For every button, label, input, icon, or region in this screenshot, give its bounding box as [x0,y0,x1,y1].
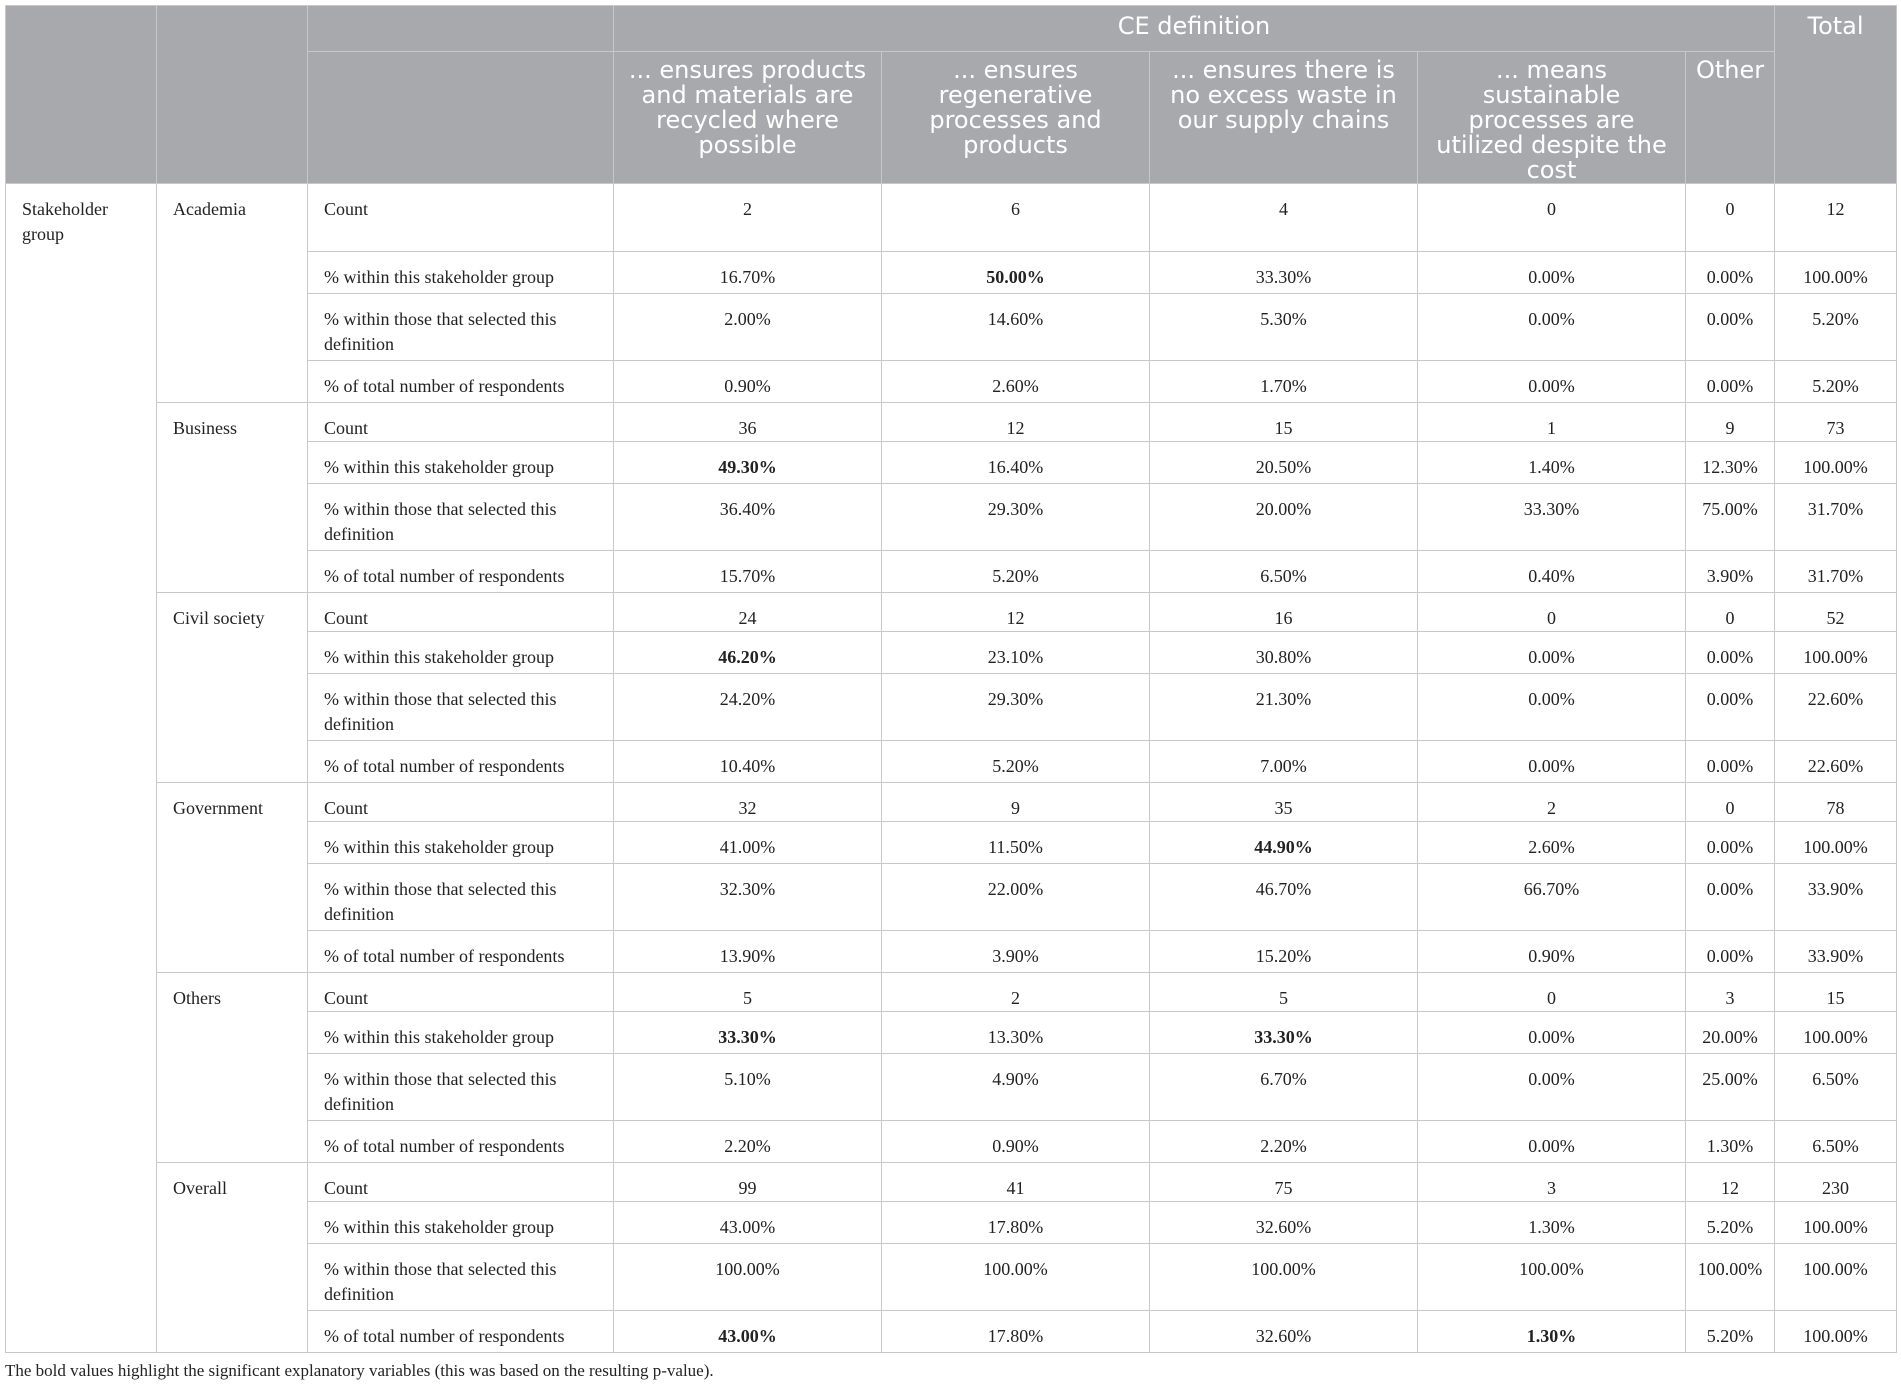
value-cell: 0.00% [1418,741,1686,783]
header-total: Total [1775,6,1897,184]
value-cell: 30.80% [1150,632,1418,674]
value-cell: 24 [614,593,882,632]
value-cell: 21.30% [1150,674,1418,741]
value-cell: 9 [882,783,1150,822]
measure-label: % within this stakeholder group [308,632,614,674]
measure-label: % within this stakeholder group [308,1012,614,1054]
value-cell: 0.00% [1686,294,1775,361]
value-cell: 99 [614,1163,882,1202]
value-cell: 22.60% [1775,741,1897,783]
measure-label: % within this stakeholder group [308,822,614,864]
header-col-recycled: ... ensures products and materials are recycled where possible [614,52,882,184]
value-cell: 6.70% [1150,1054,1418,1121]
value-cell: 0.00% [1418,252,1686,294]
value-cell: 100.00% [1150,1244,1418,1311]
measure-label: Count [308,403,614,442]
value-cell: 2.60% [1418,822,1686,864]
value-cell: 0 [1686,593,1775,632]
value-cell: 3 [1686,973,1775,1012]
value-cell: 44.90% [1150,822,1418,864]
measure-label: % within those that selected this definition [308,484,614,551]
measure-label: % of total number of respondents [308,1311,614,1353]
value-cell: 32.60% [1150,1202,1418,1244]
value-cell: 20.00% [1686,1012,1775,1054]
value-cell: 2 [614,184,882,252]
value-cell: 5.20% [1775,294,1897,361]
row-group-label: Stakeholder group [6,184,157,1353]
value-cell: 0.00% [1686,931,1775,973]
value-cell: 2.20% [1150,1121,1418,1163]
measure-label: % within those that selected this definition [308,1244,614,1311]
value-cell: 0.40% [1418,551,1686,593]
measure-label: % within this stakeholder group [308,1202,614,1244]
value-cell: 15.70% [614,551,882,593]
measure-label: % of total number of respondents [308,741,614,783]
value-cell: 100.00% [1775,1012,1897,1054]
value-cell: 11.50% [882,822,1150,864]
value-cell: 100.00% [1775,442,1897,484]
header-col-regenerative: ... ensures regenerative processes and products [882,52,1150,184]
table-footnote: The bold values highlight the significant explanatory variables (this was based on the resulting p-value). [5,1361,714,1380]
value-cell: 0 [1418,973,1686,1012]
stakeholder-name: Overall [157,1163,308,1353]
value-cell: 49.30% [614,442,882,484]
value-cell: 33.30% [1150,1012,1418,1054]
value-cell: 52 [1775,593,1897,632]
value-cell: 0.90% [614,361,882,403]
measure-label: % of total number of respondents [308,1121,614,1163]
value-cell: 43.00% [614,1311,882,1353]
value-cell: 3.90% [882,931,1150,973]
value-cell: 100.00% [1775,632,1897,674]
value-cell: 15 [1775,973,1897,1012]
value-cell: 6.50% [1775,1121,1897,1163]
value-cell: 22.00% [882,864,1150,931]
value-cell: 1.30% [1418,1311,1686,1353]
value-cell: 5.20% [882,551,1150,593]
value-cell: 5.20% [1686,1202,1775,1244]
value-cell: 46.70% [1150,864,1418,931]
value-cell: 0.00% [1686,864,1775,931]
table-container [5,5,1896,1381]
value-cell: 75 [1150,1163,1418,1202]
value-cell: 100.00% [1686,1244,1775,1311]
stakeholder-name: Civil society [157,593,308,783]
table-body [6,184,1897,1353]
value-cell: 16 [1150,593,1418,632]
value-cell: 6.50% [1150,551,1418,593]
value-cell: 32 [614,783,882,822]
table-row [6,783,1897,822]
measure-label: Count [308,783,614,822]
value-cell: 0.00% [1418,632,1686,674]
measure-label: Count [308,1163,614,1202]
value-cell: 2 [882,973,1150,1012]
value-cell: 50.00% [882,252,1150,294]
value-cell: 32.60% [1150,1311,1418,1353]
value-cell: 24.20% [614,674,882,741]
measure-label: % of total number of respondents [308,551,614,593]
value-cell: 230 [1775,1163,1897,1202]
value-cell: 0 [1418,593,1686,632]
measure-label: % within those that selected this definition [308,294,614,361]
value-cell: 100.00% [1775,1244,1897,1311]
value-cell: 0.00% [1686,361,1775,403]
stakeholder-name: Academia [157,184,308,403]
value-cell: 20.00% [1150,484,1418,551]
value-cell: 0.00% [1686,632,1775,674]
value-cell: 31.70% [1775,551,1897,593]
value-cell: 0.00% [1418,294,1686,361]
value-cell: 31.70% [1775,484,1897,551]
value-cell: 22.60% [1775,674,1897,741]
value-cell: 17.80% [882,1311,1150,1353]
value-cell: 41 [882,1163,1150,1202]
header-group-title: CE definition [614,6,1775,52]
value-cell: 1.30% [1418,1202,1686,1244]
value-cell: 66.70% [1418,864,1686,931]
value-cell: 0.90% [882,1121,1150,1163]
value-cell: 33.30% [614,1012,882,1054]
value-cell: 5.10% [614,1054,882,1121]
value-cell: 23.10% [882,632,1150,674]
value-cell: 12.30% [1686,442,1775,484]
value-cell: 5 [614,973,882,1012]
value-cell: 0.00% [1418,1121,1686,1163]
measure-label: % within those that selected this definition [308,864,614,931]
measure-label: Count [308,184,614,252]
stakeholder-name: Business [157,403,308,593]
value-cell: 5 [1150,973,1418,1012]
value-cell: 75.00% [1686,484,1775,551]
value-cell: 100.00% [1418,1244,1686,1311]
header-blank-3 [308,6,614,52]
value-cell: 3.90% [1686,551,1775,593]
value-cell: 1.70% [1150,361,1418,403]
value-cell: 0 [1686,783,1775,822]
header-col-other: Other [1686,52,1775,184]
table-row [6,403,1897,442]
value-cell: 1.30% [1686,1121,1775,1163]
stakeholder-name: Others [157,973,308,1163]
value-cell: 4 [1150,184,1418,252]
value-cell: 5.20% [882,741,1150,783]
table-header [6,6,1897,184]
value-cell: 25.00% [1686,1054,1775,1121]
value-cell: 12 [1775,184,1897,252]
value-cell: 100.00% [1775,252,1897,294]
measure-label: % within those that selected this definition [308,674,614,741]
value-cell: 5.30% [1150,294,1418,361]
measure-label: % within this stakeholder group [308,442,614,484]
value-cell: 3 [1418,1163,1686,1202]
value-cell: 2.60% [882,361,1150,403]
value-cell: 0 [1418,184,1686,252]
table-row [6,973,1897,1012]
value-cell: 100.00% [1775,1202,1897,1244]
table-row [6,1163,1897,1202]
value-cell: 0 [1686,184,1775,252]
table-row [6,593,1897,632]
value-cell: 16.40% [882,442,1150,484]
value-cell: 0.90% [1418,931,1686,973]
value-cell: 33.90% [1775,864,1897,931]
value-cell: 17.80% [882,1202,1150,1244]
value-cell: 36 [614,403,882,442]
value-cell: 13.90% [614,931,882,973]
value-cell: 15.20% [1150,931,1418,973]
value-cell: 1.40% [1418,442,1686,484]
value-cell: 20.50% [1150,442,1418,484]
value-cell: 100.00% [1775,822,1897,864]
value-cell: 33.30% [1418,484,1686,551]
value-cell: 43.00% [614,1202,882,1244]
value-cell: 35 [1150,783,1418,822]
value-cell: 6.50% [1775,1054,1897,1121]
value-cell: 0.00% [1686,741,1775,783]
value-cell: 0.00% [1418,1054,1686,1121]
value-cell: 12 [882,593,1150,632]
measure-label: % within those that selected this definition [308,1054,614,1121]
value-cell: 33.90% [1775,931,1897,973]
measure-label: Count [308,593,614,632]
value-cell: 100.00% [614,1244,882,1311]
value-cell: 5.20% [1686,1311,1775,1353]
measure-label: % of total number of respondents [308,361,614,403]
value-cell: 2.20% [614,1121,882,1163]
value-cell: 0.00% [1418,361,1686,403]
value-cell: 13.30% [882,1012,1150,1054]
value-cell: 7.00% [1150,741,1418,783]
value-cell: 29.30% [882,484,1150,551]
value-cell: 10.40% [614,741,882,783]
value-cell: 1 [1418,403,1686,442]
value-cell: 0.00% [1686,252,1775,294]
stakeholder-name: Government [157,783,308,973]
table-row [6,184,1897,252]
measure-label: Count [308,973,614,1012]
header-blank-2 [157,6,308,184]
header-blank-4 [308,52,614,184]
value-cell: 46.20% [614,632,882,674]
header-blank-1 [6,6,157,184]
value-cell: 100.00% [882,1244,1150,1311]
header-col-no-waste: ... ensures there is no excess waste in our supply chains [1150,52,1418,184]
value-cell: 78 [1775,783,1897,822]
value-cell: 0.00% [1418,1012,1686,1054]
value-cell: 5.20% [1775,361,1897,403]
value-cell: 6 [882,184,1150,252]
measure-label: % within this stakeholder group [308,252,614,294]
value-cell: 15 [1150,403,1418,442]
value-cell: 16.70% [614,252,882,294]
value-cell: 2.00% [614,294,882,361]
measure-label: % of total number of respondents [308,931,614,973]
value-cell: 32.30% [614,864,882,931]
value-cell: 0.00% [1418,674,1686,741]
value-cell: 33.30% [1150,252,1418,294]
value-cell: 12 [1686,1163,1775,1202]
value-cell: 73 [1775,403,1897,442]
header-col-sustainable: ... means sustainable processes are utilized despite the cost [1418,52,1686,184]
value-cell: 14.60% [882,294,1150,361]
value-cell: 0.00% [1686,674,1775,741]
value-cell: 2 [1418,783,1686,822]
value-cell: 29.30% [882,674,1150,741]
value-cell: 0.00% [1686,822,1775,864]
value-cell: 100.00% [1775,1311,1897,1353]
value-cell: 41.00% [614,822,882,864]
value-cell: 9 [1686,403,1775,442]
ce-definition-table [5,5,1897,1353]
value-cell: 4.90% [882,1054,1150,1121]
value-cell: 12 [882,403,1150,442]
value-cell: 36.40% [614,484,882,551]
